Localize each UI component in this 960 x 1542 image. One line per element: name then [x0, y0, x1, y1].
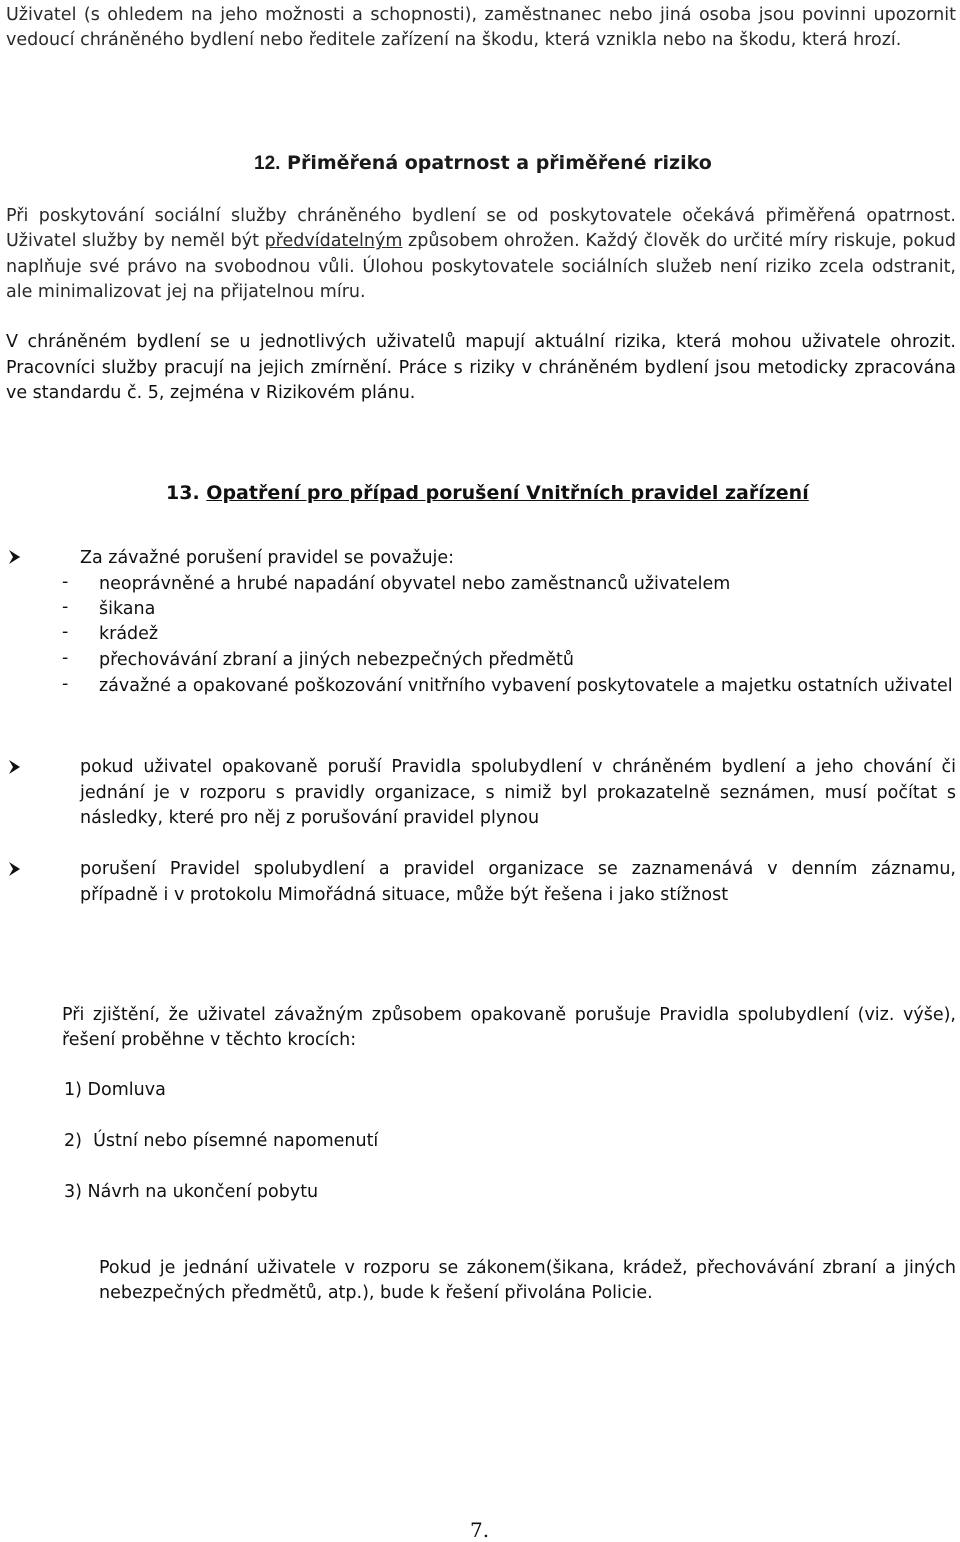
- police-note: Pokud je jednání uživatele v rozporu se zákonem(šikana, krádež, přechovávání zbraní a jiných nebezpečných předmětů, atp.), bude k řešení přivolána Policie.: [99, 1258, 956, 1303]
- arrow-bullet-icon: [6, 757, 34, 777]
- dash-mark: -: [62, 674, 69, 694]
- arrow-bullet-icon: [6, 859, 34, 879]
- dash-mark: -: [62, 572, 69, 592]
- violation-item: šikana: [99, 599, 156, 619]
- intro-paragraph: Uživatel (s ohledem na jeho možnosti a schopnosti), zaměstnanec nebo jiná osoba jsou povinni upozornit vedoucí chráněného bydlení nebo ředitele zařízení na škodu, která vznikla nebo na škodu, která hrozí.: [6, 5, 956, 50]
- procedure-intro: Při zjištění, že uživatel závažným způsobem opakovaně porušuje Pravidla spolubydlení (viz. výše), řešení proběhne v těchto krocích:: [62, 1005, 956, 1050]
- bullet-1-heading: Za závažné porušení pravidel se považuje:: [80, 548, 455, 568]
- section-12-p1-part-a: Při poskytování sociální služby chráněného bydlení se od poskytovatele očekává přiměřená opatrnost. Uživatel služby by neměl být: [6, 206, 956, 252]
- procedure-step: 1) Domluva: [64, 1080, 166, 1100]
- violation-item: krádež: [99, 624, 159, 644]
- page-number: 7.: [470, 1518, 490, 1542]
- dash-mark: -: [62, 622, 69, 642]
- section-12-paragraph-1: [6, 204, 956, 305]
- bullet-2-text: pokud uživatel opakovaně poruší Pravidla spolubydlení v chráněném bydlení a jeho chování či jednání je v rozporu s pravidly organizace, s nimiž byl prokazatelně seznámen, musí počítat s následky, které pro něj z porušování pravidel plynou: [80, 757, 956, 828]
- violation-item: závažné a opakované poškozování vnitřního vybavení poskytovatele a majetku ostatních uživatel: [99, 676, 953, 696]
- section-12-p1-underlined: předvídatelným: [264, 231, 403, 252]
- bullet-3-text: porušení Pravidel spolubydlení a pravidel organizace se zaznamenává v denním záznamu, případně i v protokolu Mimořádná situace, může být řešena i jako stížnost: [80, 859, 956, 905]
- violation-item: přechovávání zbraní a jiných nebezpečných předmětů: [99, 650, 574, 670]
- dash-mark: -: [62, 648, 69, 668]
- procedure-step: 3) Návrh na ukončení pobytu: [64, 1182, 319, 1202]
- arrow-bullet-icon: [6, 547, 34, 567]
- section-12-title: Přiměřená opatrnost a přiměřené riziko: [287, 152, 712, 174]
- section-13-heading: [166, 482, 809, 504]
- section-13-number: 13.: [166, 482, 200, 504]
- procedure-step: 2) Ústní nebo písemné napomenutí: [64, 1131, 379, 1151]
- section-12-paragraph-2: V chráněném bydlení se u jednotlivých uživatelů mapují aktuální rizika, která mohou uživatele ohrozit. Pracovníci služby pracují na jejich zmírnění. Práce s riziky v chráněném bydlení jsou metodicky zpracována ve standardu č. 5, zejména v Rizikovém plánu.: [6, 332, 956, 403]
- section-13-title: Opatření pro případ porušení Vnitřních pravidel zařízení: [206, 482, 809, 504]
- dash-mark: -: [62, 597, 69, 617]
- section-12-heading: [254, 152, 712, 175]
- violation-item: neoprávněné a hrubé napadání obyvatel nebo zaměstnanců uživatelem: [99, 574, 731, 594]
- section-12-p1-part-b: způsobem ohrožen. Každý člověk do určité míry riskuje, pokud naplňuje své právo na svobodnou vůli. Úlohou poskytovatele sociálních služeb není riziko zcela odstranit, ale minimalizovat jej na přijatelnou míru.: [6, 231, 956, 302]
- section-12-number: 12.: [254, 153, 281, 174]
